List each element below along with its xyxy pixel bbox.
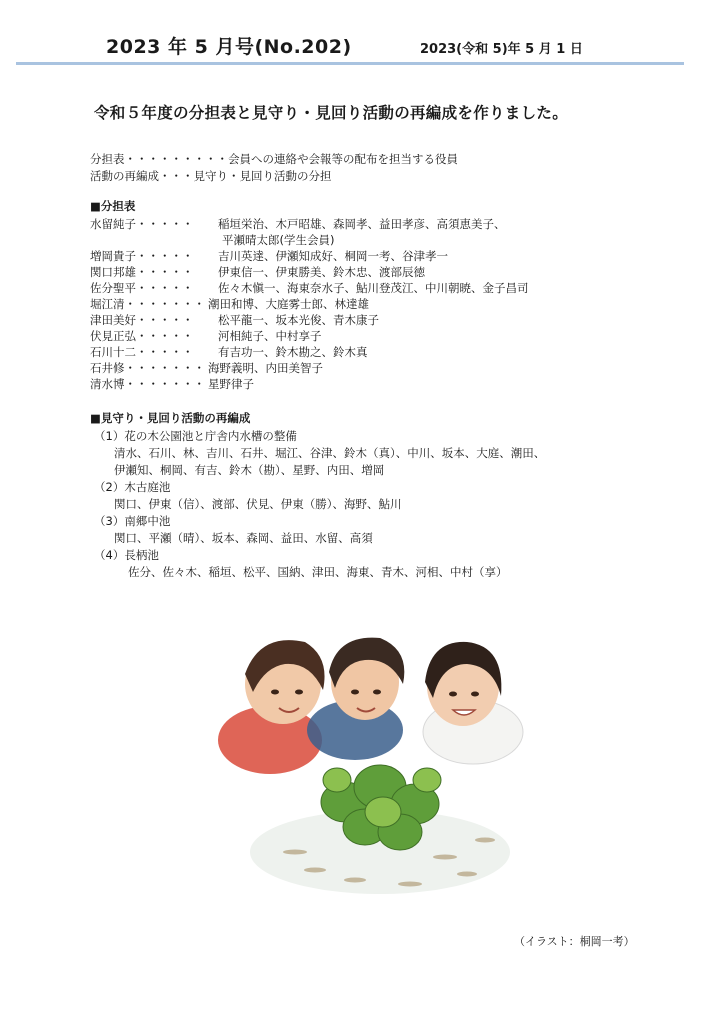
assignment-leader: 関口邦雄・・・・・ (90, 265, 194, 279)
patrol-group-name: （1）花の木公園池と庁舎内水槽の整備 (94, 429, 297, 443)
assignment-leader: 増岡貴子・・・・・ (90, 249, 194, 263)
patrol-group-name: （3）南郷中池 (94, 514, 171, 528)
assignment-members: 伊東信一、伊東勝美、鈴木忠、渡部辰徳 (218, 265, 425, 279)
patrol-groups (90, 428, 545, 581)
assignment-members: 稲垣栄治、木戸昭雄、森岡孝、益田孝彦、高須恵美子、 (218, 217, 506, 231)
issue-date: 2023(令和 5)年 5 月 1 日 (420, 42, 583, 57)
assignment-leader: 清水博・・・・・・・ (90, 377, 205, 391)
assignment-leader: 堀江清・・・・・・・ (90, 297, 205, 311)
assignment-members: 潮田和博、大庭雾士郎、林達雄 (208, 297, 369, 311)
assignment-leader: 水留純子・・・・・ (90, 217, 194, 231)
definition-item: 活動の再編成・・・見守り・見回り活動の分担 (90, 169, 332, 183)
assignment-members: 吉川英達、伊瀬知成好、桐岡一考、谷津孝一 (218, 249, 448, 263)
issue-title: 2023 年 5 月号(No.202) (106, 36, 352, 58)
assignment-members: 松平龍一、坂本光俊、青木康子 (218, 313, 379, 327)
patrol-group-members: 関口、伊東（信）、渡部、伏見、伊東（勝）、海野、鮎川 (114, 497, 402, 511)
patrol-group-members: 佐分、佐々木、稲垣、松平、国納、津田、海東、青木、河相、中村（享） (128, 565, 508, 579)
illustration-credit: （イラスト：桐岡一考） (514, 935, 635, 948)
patrol-group-members: 関口、平瀬（晴）、坂本、森岡、益田、水留、高須 (114, 531, 373, 545)
assignment-members: 平瀬晴太郎(学生会員) (222, 233, 335, 247)
assignment-members: 河相純子、中村享子 (218, 329, 322, 343)
header-divider (16, 62, 684, 65)
patrol-section-title: ■見守り・見回り活動の再編成 (90, 411, 251, 425)
assignment-leader: 佐分聖平・・・・・ (90, 281, 194, 295)
assignment-section-title: ■分担表 (90, 199, 136, 213)
assignment-leader: 石井修・・・・・・・ (90, 361, 205, 375)
assignment-members: 海野義明、内田美智子 (208, 361, 323, 375)
patrol-group-name: （2）木古庭池 (94, 480, 171, 494)
patrol-group-name: （4）長柄池 (94, 548, 159, 562)
assignment-members: 佐々木愼一、海東奈水子、鮎川登茂江、中川朝暁、金子昌司 (218, 281, 529, 295)
definition-item: 分担表・・・・・・・・・会員への連絡や会報等の配布を担当する役員 (90, 152, 458, 166)
assignment-leader: 津田美好・・・・・ (90, 313, 194, 327)
assignment-leader: 伏見正弘・・・・・ (90, 329, 194, 343)
definitions (90, 151, 458, 185)
assignment-members: 有吉功一、鈴木勘之、鈴木真 (218, 345, 368, 359)
patrol-group-members: 伊瀬知、桐岡、有吉、鈴木（勘）、星野、内田、増岡 (114, 463, 385, 477)
assignment-members: 星野律子 (208, 377, 254, 391)
assignment-leader: 石川十二・・・・・ (90, 345, 194, 359)
children-watching-water-plant-illustration (205, 612, 535, 912)
patrol-group-members: 清水、石川、林、吉川、石井、堀江、谷津、鈴木（真）、中川、坂本、大庭、潮田、 (114, 446, 546, 460)
page-headline: 令和５年度の分担表と見守り・見回り活動の再編成を作りました。 (94, 104, 569, 122)
